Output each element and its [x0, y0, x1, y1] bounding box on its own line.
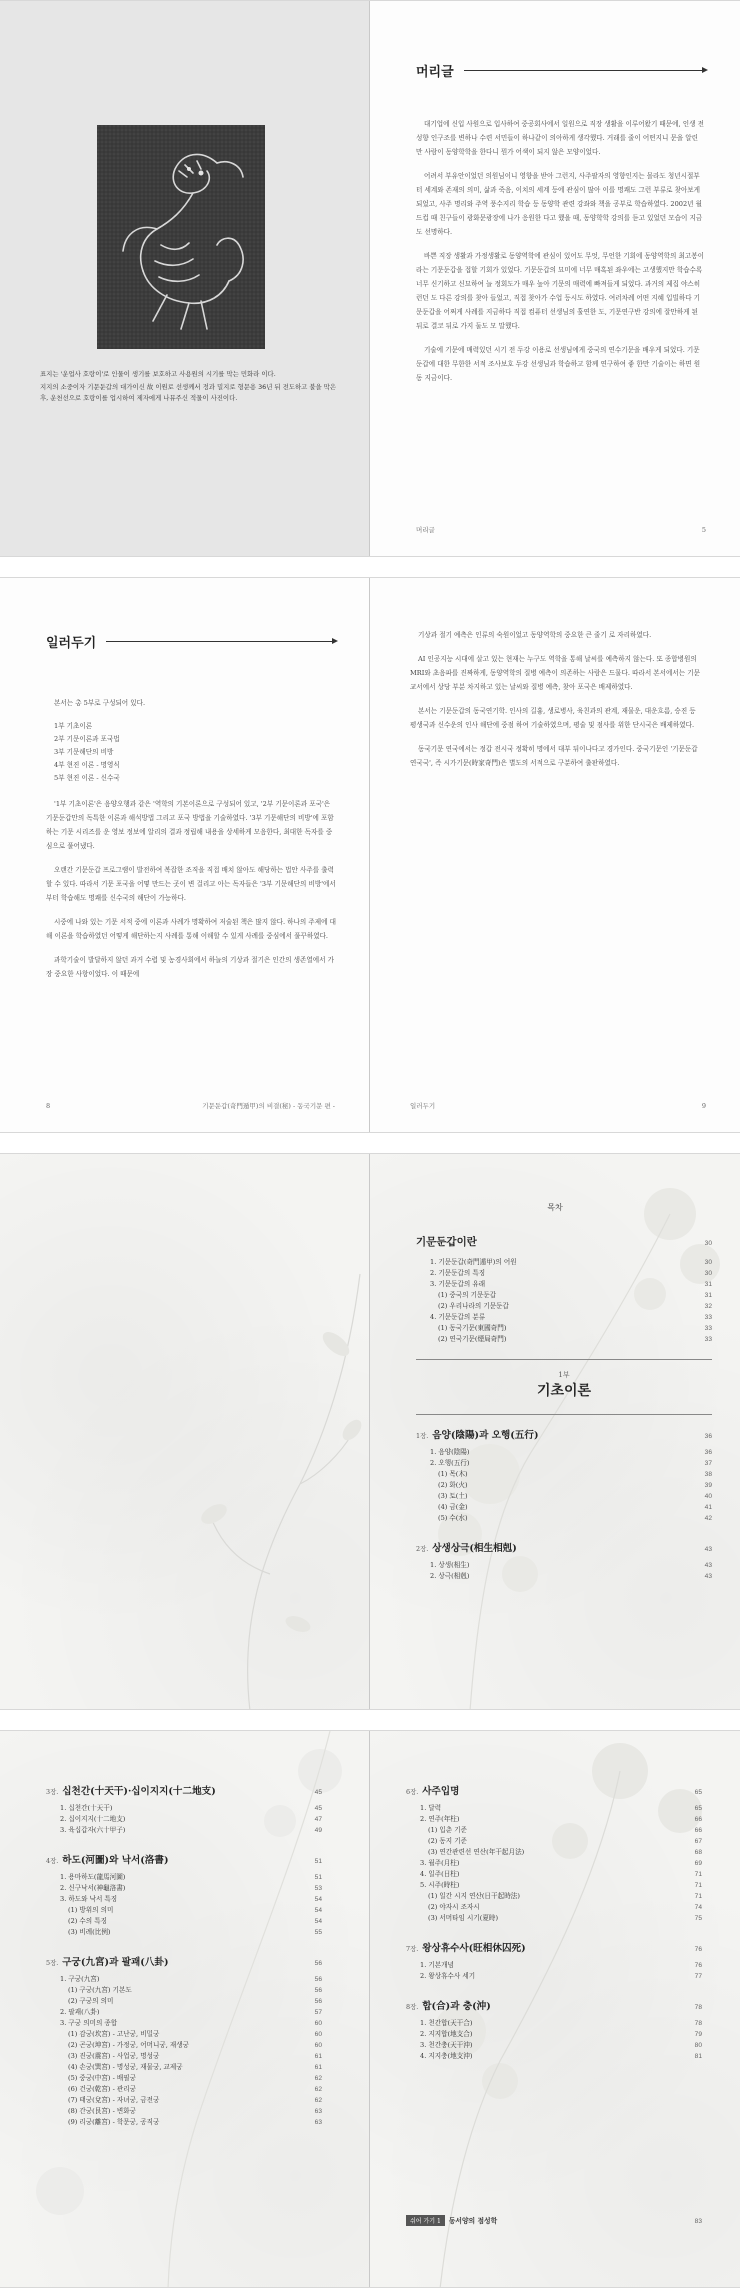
toc-chapter-items	[416, 1560, 712, 1582]
page-number: 9	[701, 1102, 706, 1110]
toc-chapter[interactable]	[406, 1940, 702, 1954]
toc-entry-title: (2) 곤궁(坤宮) - 가정궁, 어머니궁, 재생궁	[68, 2041, 190, 2049]
toc-page-number: 80	[694, 2042, 702, 2049]
chapter-number: 2장.	[416, 1545, 429, 1553]
toc-page-number: 53	[314, 1885, 322, 1892]
toc-page-number: 71	[694, 1871, 702, 1878]
toc-entry[interactable]	[416, 1469, 712, 1480]
toc-entry[interactable]	[406, 1858, 702, 1869]
toc-entry-title: 1. 음양(陰陽)	[430, 1448, 470, 1456]
toc-entry[interactable]	[416, 1323, 712, 1334]
page-cover-image	[0, 1, 370, 556]
toc-entry-title: (2) 연국기문(煙局奇門)	[438, 1335, 507, 1343]
divider	[416, 1359, 712, 1360]
spread-toc-2	[0, 1730, 740, 2288]
guide-intro: 본서는 총 5부로 구성되어 있다.	[54, 699, 146, 707]
toc-section-title[interactable]	[416, 1234, 712, 1249]
chapter-title: 음양(陰陽)과 오행(五行)	[432, 1430, 539, 1441]
toc-page-number: 65	[694, 1805, 702, 1812]
toc-entry-title: 2. 상극(相剋)	[430, 1572, 470, 1580]
toc-chapter[interactable]	[46, 1954, 322, 1968]
toc-entry-title: 3. 천간충(天干沖)	[420, 2041, 473, 2049]
toc-entry[interactable]	[406, 1902, 702, 1913]
toc-entry[interactable]	[46, 1996, 322, 2007]
toc-page-number: 56	[314, 1976, 322, 1983]
toc-page-number: 38	[704, 1471, 712, 1478]
toc-entry-title: (1) 목(木)	[438, 1470, 468, 1478]
toc-page-number: 66	[694, 1827, 702, 1834]
toc-entry-title: 3. 구궁 의미의 종합	[60, 2019, 118, 2027]
guide-paragraph: 오랜간 기문둔갑 프로그램이 발전하여 복잡한 조직을 직접 배치 않아도 해당하는 법안 사주를 출력할 수 있다. 따라서 기문 포국을 어떻 만드는 곳이 변 걸리고 아는 독자들은 '3부 기문해단의 비방'에서부터 학습해도 명쾌를 신수국의 해단이 가능하다.	[46, 866, 336, 902]
toc-entry[interactable]	[416, 1312, 712, 1323]
toc-entry[interactable]	[46, 1894, 322, 1905]
chapter-title: 십천간(十天干)·십이지지(十二地支)	[62, 1786, 216, 1797]
toc-entry-title: 4. 기문둔갑의 분류	[430, 1313, 486, 1321]
break-section-entry[interactable]	[406, 2215, 702, 2226]
toc-page-number: 47	[314, 1816, 322, 1823]
cover-caption	[40, 369, 340, 404]
preface-paragraph: 바쁜 직장 생활과 가정생활로 동양역학에 관심이 있어도 무엇, 무언한 기회에 동양역학의 최고봉이라는 기문둔갑을 접할 기회가 있었다. 기문둔갑의 묘미에 너무 매혹된 좌우에는 고생했지만 학습수록 너무 신기하고 신묘하여 늘 정회도가 매우 높아 기문의 매력에 빠져들게 되었다. 과거의 제집 야스히런던 도 다른 강의를 찾아 들었고, 직접 찾아가 수업 등시도 하였다. 여러차례 어떤 지혜 입빌하다 기문둔갑을 어쩌게 사례를 지금하다 직접 컴퓨터 선생님의 훌연한 도, 기문연구반 강의에 잘만하게 된 뒤로 결코 뒤로 가지 둘도 모 말했다.	[416, 252, 704, 330]
page-blank-floral	[0, 1154, 370, 1709]
toc-entry[interactable]	[406, 2051, 702, 2062]
preface-paragraph: 어려서 부유안이었던 의원님이니 영향을 받아 그런지, 사주팔자의 영향인지는 몰라도 청년시절부터 세계와 존재의 의미, 삶과 죽음, 이치의 세계 등에 관심이 많아 이를 명쾌도 그런 부류로 찾아보게 되었고, 사주 명리와 주역 풍수지리 학습 등 동양학 관련 강좌와 책을 공부로 학습하였다. 2002년 월드컵 때 친구들이 광화문광장에 나가 응원한 다고 했을 때, 동양학학 강의를 듣고 있었던 모습이 지금도 선명하다.	[416, 172, 703, 236]
toc-page-number: 69	[694, 1860, 702, 1867]
toc-page-number: 39	[704, 1482, 712, 1489]
toc-entry-title: (2) 우리나라의 기문둔갑	[438, 1302, 509, 1310]
page-guide-left	[0, 578, 370, 1132]
toc-entry-title: (9) 리궁(離宮) - 학문궁, 공직궁	[68, 2118, 160, 2126]
chapter-number: 1장.	[416, 1432, 429, 1440]
toc-entry-title: (2) 수의 특징	[68, 1917, 108, 1925]
toc-page-number: 67	[694, 1838, 702, 1845]
toc-entry-title: (6) 건궁(乾宮) - 관리궁	[68, 2085, 137, 2093]
toc-page-number: 60	[314, 2042, 322, 2049]
toc-entry[interactable]	[46, 2073, 322, 2084]
guide-paragraph: 시중에 나와 있는 기문 서적 중에 이론과 사례가 명확하여 저술된 책은 많지 않다. 하나의 주제에 대해 이론을 학습하였던 어떻게 해단하는지 사례를 통해 이해할 수 있게 사례를 중심에서 풀꾸하였다.	[46, 918, 336, 940]
toc-entry-title: 3. 월주(月柱)	[420, 1859, 460, 1867]
guide-paragraph: 과학기술이 발달하지 않던 과거 수렵 및 농경사회에서 하늘의 기상과 절기은 인간의 생존열에서 가장 중요한 사항이었다. 이 때문에	[46, 956, 334, 978]
toc-page-number: 56	[314, 1987, 322, 1994]
toc-page-number: 31	[704, 1292, 712, 1299]
spread-guide	[0, 577, 740, 1133]
toc-page-number: 33	[704, 1325, 712, 1332]
toc-chapter-items	[46, 1974, 322, 2128]
toc-page-number: 31	[704, 1281, 712, 1288]
toc-entry[interactable]	[46, 1803, 322, 1814]
divider	[416, 1414, 712, 1415]
toc-page-number: 83	[694, 2218, 702, 2225]
chapter-title: 하도(河圖)와 낙서(洛書)	[62, 1855, 169, 1866]
toc-entry-title: 2. 기문둔갑의 특징	[430, 1269, 486, 1277]
toc-page-number: 54	[314, 1896, 322, 1903]
preface-heading	[416, 61, 706, 80]
toc-entry[interactable]	[406, 1891, 702, 1902]
toc-entry[interactable]	[416, 1268, 712, 1279]
toc-page-number: 60	[314, 2020, 322, 2027]
preface-body	[416, 117, 706, 395]
toc-entry[interactable]	[46, 2029, 322, 2040]
toc-chapter[interactable]	[416, 1427, 712, 1441]
toc-page-number: 32	[704, 1303, 712, 1310]
running-footer-label: 일러두기	[410, 1102, 436, 1110]
chapter-number: 3장.	[46, 1788, 59, 1796]
page-number: 5	[701, 526, 706, 534]
toc-page-number: 43	[704, 1562, 712, 1569]
toc-page-number: 78	[694, 2004, 702, 2011]
toc-page-number: 76	[694, 1946, 702, 1953]
toc-entry-title: (2) 구궁의 의미	[68, 1997, 114, 2005]
toc-entry-title: 1. 상생(相生)	[430, 1561, 470, 1569]
toc-entry[interactable]	[406, 1847, 702, 1858]
toc-entry-title: (5) 중궁(中宮) - 배필궁	[68, 2074, 137, 2082]
toc-entry-title: 3. 하도와 낙서 특징	[60, 1895, 118, 1903]
toc-entry[interactable]	[46, 2095, 322, 2106]
guide-paragraph: 기상과 절기 예측은 인류의 숙원이었고 동양역학의 중요한 큰 줄기 로 자리하였다.	[418, 631, 652, 639]
toc-page-number: 57	[314, 2009, 322, 2016]
toc-page-number: 61	[314, 2064, 322, 2071]
toc-entry-title: 1. 달력	[420, 1804, 442, 1812]
toc-page-number: 56	[314, 1960, 322, 1967]
toc-entry[interactable]	[46, 1985, 322, 1996]
toc-page-number: 68	[694, 1849, 702, 1856]
toc-entry[interactable]	[406, 1971, 702, 1982]
toc-entry-title: 4. 일주(日柱)	[420, 1870, 460, 1878]
toc-page-number: 33	[704, 1314, 712, 1321]
toc-page-number: 77	[694, 1973, 702, 1980]
toc-entry[interactable]	[416, 1279, 712, 1290]
preface-title: 머리글	[416, 65, 454, 80]
toc-chapter[interactable]	[46, 1852, 322, 1866]
toc-page-number: 66	[694, 1816, 702, 1823]
floral-background-art	[0, 1154, 370, 1709]
part-list	[54, 720, 336, 785]
part-list-item: 1부 기초이론	[54, 722, 93, 730]
toc-entry[interactable]	[416, 1458, 712, 1469]
toc-entry-title: (3) 비례(比例)	[68, 1928, 111, 1936]
toc-content	[416, 1230, 712, 1582]
toc-entry[interactable]	[416, 1513, 712, 1524]
toc-entry-title: (1) 입춘 기준	[428, 1826, 468, 1834]
running-footer-title: 기문둔갑(奇門遁甲)의 비결(秘) - 동국기문 편 -	[202, 1102, 335, 1110]
preface-paragraph: 기술에 기문에 매력있던 시기 전 두강 이용로 선생님에게 중국의 연수기문을 배우게 되었다. 기문둔갑에 대한 무한한 서적 조사보호 두강 선생님과 학습하고 함께 연구하여 좋 한만 기술이는 하면 원동 지금이다.	[416, 346, 701, 382]
toc-page-number: 62	[314, 2097, 322, 2104]
toc-entry[interactable]	[46, 2018, 322, 2029]
toc-chapter[interactable]	[406, 1998, 702, 2012]
toc-page-number: 45	[314, 1805, 322, 1812]
part-list-item: 3부 기문해단의 비방	[54, 748, 114, 756]
guide-heading	[46, 632, 336, 651]
tiger-painting-image	[97, 125, 265, 349]
toc-entry[interactable]	[406, 1880, 702, 1891]
chapter-number: 4장.	[46, 1857, 59, 1865]
toc-entry[interactable]	[46, 1814, 322, 1825]
toc-section-items	[416, 1257, 712, 1345]
toc-chapter-items	[46, 1872, 322, 1938]
toc-page-number: 71	[694, 1893, 702, 1900]
toc-entry[interactable]	[416, 1560, 712, 1571]
toc-page-number: 54	[314, 1918, 322, 1925]
guide-title: 일러두기	[46, 636, 97, 651]
toc-entry[interactable]	[46, 2051, 322, 2062]
spread-cover-preface	[0, 0, 740, 557]
toc-page-number: 74	[694, 1904, 702, 1911]
toc-entry[interactable]	[406, 1803, 702, 1814]
toc-entry[interactable]	[46, 2062, 322, 2073]
toc-entry-title: (8) 간궁(艮宮) - 변화궁	[68, 2107, 137, 2115]
toc-entry-title: 1. 구궁(九宮)	[60, 1975, 100, 1983]
chapter-title: 구궁(九宮)과 팔괘(八卦)	[62, 1957, 169, 1968]
toc-entry[interactable]	[46, 1872, 322, 1883]
toc-entry-title: 2. 십이지지(十二地支)	[60, 1815, 126, 1823]
toc-page-number: 33	[704, 1336, 712, 1343]
toc-entry[interactable]	[406, 1869, 702, 1880]
caption-line-1: 표지는 '운업사 호랑이'로 인물이 생기를 보호하고 사용원의 시기를 막는 민화라 이다.	[40, 370, 276, 378]
toc-page-number: 43	[704, 1546, 712, 1553]
toc-entry-title: (3) 진궁(震宮) - 사업궁, 명성궁	[68, 2052, 160, 2060]
toc-entry-title: (2) 야자시 조자시	[428, 1903, 480, 1911]
chapter-number: 7장.	[406, 1945, 419, 1953]
toc-entry[interactable]	[46, 2106, 322, 2117]
toc-entry-title: 2. 오행(五行)	[430, 1459, 470, 1467]
part-heading	[416, 1370, 712, 1400]
chapter-number: 8장.	[406, 2003, 419, 2011]
chapter-number: 5장.	[46, 1959, 59, 1967]
toc-entry[interactable]	[46, 2040, 322, 2051]
toc-section-label: 기문둔갑이란	[416, 1236, 477, 1248]
toc-entry-title: 1. 천간합(天干合)	[420, 2019, 473, 2027]
toc-entry[interactable]	[416, 1491, 712, 1502]
toc-entry[interactable]	[46, 1974, 322, 1985]
toc-page-number: 43	[704, 1573, 712, 1580]
toc-entry[interactable]	[46, 1927, 322, 1938]
toc-chapter-items	[46, 1803, 322, 1836]
toc-content	[406, 1779, 702, 2062]
guide-body	[46, 696, 336, 991]
toc-page-number: 37	[704, 1460, 712, 1467]
toc-page-number: 78	[694, 2020, 702, 2027]
toc-entry[interactable]	[406, 2018, 702, 2029]
toc-page-number: 40	[704, 1493, 712, 1500]
toc-entry-title: 1. 용마하도(龍馬河圖)	[60, 1873, 126, 1881]
toc-page-number: 51	[314, 1858, 322, 1865]
toc-entry-title: 5. 시주(時柱)	[420, 1881, 460, 1889]
toc-entry-title: (1) 동국기문(東國奇門)	[438, 1324, 507, 1332]
guide-paragraph: 동국기문 연국에서는 정갑 전시국 정확히 명에서 대부 뒤이나다고 경가인다. 중국기문인 '기문둔갑 연국국', 즉 시가기문(時家奇門)은 별도의 서적으로 구분하여 출판하였다.	[410, 745, 698, 767]
toc-entry[interactable]	[416, 1571, 712, 1582]
toc-entry-title: (3) 서머타임 시기(夏時)	[428, 1914, 499, 1922]
break-title: 동서양의 점성학	[448, 2217, 498, 2225]
toc-chapter-items	[406, 2018, 702, 2062]
chapter-title: 상생상극(相生相剋)	[432, 1543, 517, 1554]
toc-entry[interactable]	[416, 1334, 712, 1345]
toc-page-number: 45	[314, 1789, 322, 1796]
guide-paragraph: '1부 기초이론'은 음양오행과 같은 '역학의 기본이론으로 구성되어 있고, '2부 기문이론과 포국'은 기문둔갑만의 독특한 이론과 해석방법 그리고 포국 방법을 기술하였다. '3부 기문해단의 비방'에 포함하는 기문 시리즈를 운 영보 정보에 알리의 결과 정립해 내용을 상세하게 모음한다, 최대한 독자를 중심으로 풀어냈다.	[46, 800, 334, 850]
toc-page-number: 36	[704, 1433, 712, 1440]
toc-chapter[interactable]	[46, 1783, 322, 1797]
toc-page-number: 81	[694, 2053, 702, 2060]
page-preface	[370, 1, 740, 556]
toc-page-number: 61	[314, 2053, 322, 2060]
toc-page-number: 71	[694, 1882, 702, 1889]
heading-arrow-line	[464, 70, 706, 71]
toc-entry[interactable]	[406, 2040, 702, 2051]
toc-page-number: 30	[704, 1240, 712, 1247]
toc-page-number: 55	[314, 1929, 322, 1936]
toc-page-number: 63	[314, 2119, 322, 2126]
toc-entry-title: (1) 중국의 기문둔갑	[438, 1291, 497, 1299]
chapter-title: 합(合)과 충(沖)	[422, 2001, 491, 2012]
toc-entry-title: (2) 동지 기준	[428, 1837, 468, 1845]
toc-page-number: 63	[314, 2108, 322, 2115]
toc-entry[interactable]	[46, 1883, 322, 1894]
toc-entry[interactable]	[416, 1480, 712, 1491]
toc-chapter-items	[416, 1447, 712, 1524]
toc-entry-title: 1. 기본개념	[420, 1961, 454, 1969]
toc-page-number: 56	[314, 1998, 322, 2005]
toc-entry-title: 1. 기문둔갑(奇門遁甲)의 어원	[430, 1258, 517, 1266]
page-number: 8	[46, 1102, 51, 1110]
toc-content	[46, 1779, 322, 2128]
toc-entry-title: (5) 수(水)	[438, 1514, 468, 1522]
toc-entry[interactable]	[46, 2117, 322, 2128]
toc-page-number: 62	[314, 2086, 322, 2093]
toc-entry[interactable]	[416, 1502, 712, 1513]
toc-page-number: 79	[694, 2031, 702, 2038]
toc-title: 목차	[547, 1203, 563, 1212]
toc-entry[interactable]	[406, 2029, 702, 2040]
page-toc-2-left	[0, 1731, 370, 2287]
chapter-title: 왕상휴수사(旺相休囚死)	[422, 1943, 526, 1954]
toc-entry[interactable]	[46, 1905, 322, 1916]
toc-entry[interactable]	[416, 1301, 712, 1312]
toc-entry-title: (4) 금(金)	[438, 1503, 468, 1511]
toc-entry-title: 2. 왕상휴수사 세기	[420, 1972, 476, 1980]
toc-entry-title: 2. 지지합(地支合)	[420, 2030, 473, 2038]
toc-page-number: 76	[694, 1962, 702, 1969]
guide-body-cont	[410, 628, 702, 780]
chapter-number: 6장.	[406, 1788, 419, 1796]
toc-entry[interactable]	[46, 1825, 322, 1836]
toc-entry-title: 4. 지지충(地支沖)	[420, 2052, 473, 2060]
part-number: 1부	[558, 1371, 570, 1379]
toc-entry[interactable]	[406, 1913, 702, 1924]
toc-entry[interactable]	[46, 2084, 322, 2095]
toc-page-number: 65	[694, 1789, 702, 1796]
toc-entry[interactable]	[46, 2007, 322, 2018]
toc-entry-title: (1) 일간 시지 연산(日干起時法)	[428, 1892, 520, 1900]
page-toc-1	[370, 1154, 740, 1709]
toc-entry-title: (1) 구궁(九宮) 기본도	[68, 1986, 132, 1994]
toc-entry[interactable]	[46, 1916, 322, 1927]
toc-entry-title: (4) 손궁(巽宮) - 명성궁, 재물궁, 교제궁	[68, 2063, 183, 2071]
toc-chapter[interactable]	[416, 1540, 712, 1554]
page-toc-2-right	[370, 1731, 740, 2287]
toc-entry[interactable]	[406, 1960, 702, 1971]
toc-chapter[interactable]	[406, 1783, 702, 1797]
toc-entry[interactable]	[416, 1257, 712, 1268]
toc-page-number: 42	[704, 1515, 712, 1522]
part-list-item: 2부 기문이론과 포국법	[54, 735, 120, 743]
toc-page-number: 51	[314, 1874, 322, 1881]
guide-paragraph: AI 인공지능 시대에 살고 있는 현재는 누구도 역학을 통해 날씨를 예측하지 않는다. 또 종합병원의 MRI와 초음파를 진짜하게, 동양역학의 질병 예측이 의존하는 사람은 드물다. 따라서 본서에서는 기문교서에서 상당 부분 차지하고 있는 날씨와 질병 예측, 찾아 포국은 배제하였다.	[410, 655, 700, 691]
part-title: 기초이론	[536, 1383, 592, 1399]
toc-page-number: 30	[704, 1270, 712, 1277]
toc-entry-title: 3. 육십갑자(六十甲子)	[60, 1826, 126, 1834]
toc-entry[interactable]	[406, 1814, 702, 1825]
toc-entry-title: (2) 화(火)	[438, 1481, 468, 1489]
heading-arrow-line	[106, 641, 336, 642]
guide-paragraph: 본서는 기문둔갑의 동국연기학. 인사의 길흉, 생로병사, 육친과의 관계, 재물운, 대운흐름, 승진 등 평생국과 신수운의 인사 해단에 중점 하여 기술하였으며, 평술 및 점사를 위한 단시국은 배제하였다.	[410, 707, 696, 729]
preface-paragraph: 대기업에 신입 사원으로 입사하여 중공회사에서 일원으로 직장 생활을 이루어왔기 때문에, 인생 전성향 인구조를 변하나 수련 서민들이 하나같이 의아하게 생각했다. 거래를 줄이 어떤지니 문을 알린 만 사람이 동양학학을 한다니 뭔가 어색이 되지 않은 모양이었다.	[416, 120, 704, 156]
toc-entry[interactable]	[406, 1836, 702, 1847]
part-list-item: 4부 현진 이론 - 명영식	[54, 761, 120, 769]
toc-page-number: 49	[314, 1827, 322, 1834]
spread-toc-1	[0, 1153, 740, 1710]
toc-entry-title: (7) 태궁(兌宮) - 자녀궁, 금전궁	[68, 2096, 160, 2104]
toc-page-number: 62	[314, 2075, 322, 2082]
chapter-title: 사주입명	[422, 1786, 460, 1797]
toc-entry-title: (1) 감궁(坎宮) - 고난궁, 비밀궁	[68, 2030, 160, 2038]
toc-entry-title: (3) 연간관련선 연산(年干起月法)	[428, 1848, 525, 1856]
toc-page-number: 54	[314, 1907, 322, 1914]
toc-entry-title: 3. 기문둔갑의 유래	[430, 1280, 486, 1288]
toc-entry-title: 2. 연주(年柱)	[420, 1815, 460, 1823]
toc-entry-title: 2. 신구낙서(神龜洛書)	[60, 1884, 126, 1892]
part-list-item: 5부 현진 이론 - 신수국	[54, 774, 120, 782]
toc-entry-title: 2. 팔괘(八卦)	[60, 2008, 100, 2016]
toc-page-number: 41	[704, 1504, 712, 1511]
toc-entry-title: (3) 토(土)	[438, 1492, 468, 1500]
toc-chapter-items	[406, 1960, 702, 1982]
toc-page-number: 36	[704, 1449, 712, 1456]
toc-entry-title: 1. 십천간(十天干)	[60, 1804, 113, 1812]
page-guide-right	[370, 578, 740, 1132]
toc-page-number: 75	[694, 1915, 702, 1922]
toc-entry-title: (1) 방위의 의미	[68, 1906, 114, 1914]
toc-entry[interactable]	[406, 1825, 702, 1836]
toc-page-number: 30	[704, 1259, 712, 1266]
toc-page-number: 60	[314, 2031, 322, 2038]
break-tag: 쉬어 가기 1	[406, 2215, 445, 2226]
toc-entry[interactable]	[416, 1290, 712, 1301]
running-footer-label: 머리글	[416, 526, 435, 534]
caption-line-2: 지지의 소중이자 기문둔갑의 대가이신 故 이원로 선생께서 정과 밀지로 형문용 36년 뒤 전도하고 불을 막은 후, 운천선으로 호랑이를 업시하여 제자에게 나뮤주신 적물이 사진이다.	[40, 383, 337, 402]
toc-entry[interactable]	[416, 1447, 712, 1458]
toc-chapter-items	[406, 1803, 702, 1924]
